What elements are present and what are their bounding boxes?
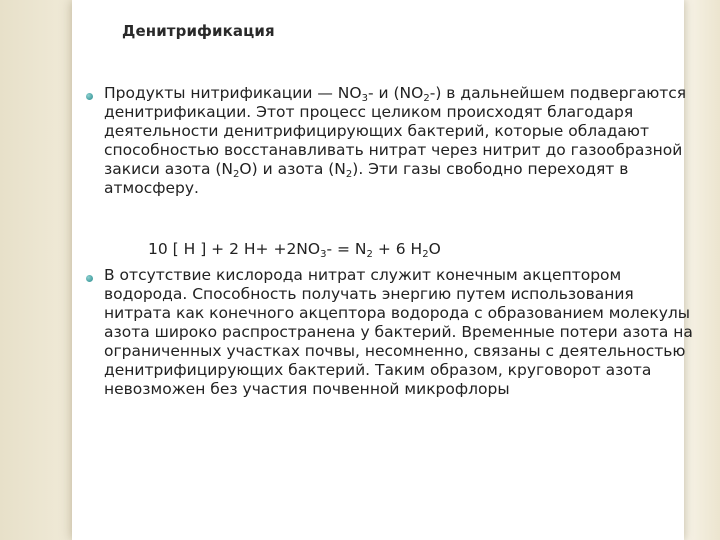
slide-title: Денитрификация bbox=[122, 22, 275, 40]
bullet-icon bbox=[86, 93, 93, 100]
formula-sub-3: 2 bbox=[422, 249, 429, 260]
para1-sub-4: 2 bbox=[345, 169, 353, 180]
formula-text-1: 10 [ H ] + 2 H+ +2NO bbox=[148, 240, 321, 258]
para1-sub-1: 3 bbox=[361, 93, 368, 104]
para1-text-3: -) в дальнейшем подвергаются денитрификации. Этот процесс целиком происходят благодаря деятельности денитрифицирующих бактерий, которые обладают способностью восстанавливать нитрат через нитрит до газообразной закиси азота (N bbox=[104, 84, 687, 178]
para1-sub-2: 2 bbox=[423, 93, 430, 104]
reaction-formula bbox=[148, 240, 441, 258]
paragraph-1 bbox=[104, 84, 704, 198]
formula-sub-2: 2 bbox=[366, 249, 373, 260]
para1-text-2: - и (NO bbox=[367, 84, 424, 102]
formula-text-4: O bbox=[428, 240, 441, 258]
para1-text-5: ). Эти газы свободно переходят в атмосферу. bbox=[104, 160, 629, 197]
para1-sub-3: 2 bbox=[233, 169, 240, 180]
bullet-icon bbox=[86, 275, 93, 282]
formula-sub-1: 3 bbox=[320, 249, 327, 260]
paragraph-2: В отсутствие кислорода нитрат служит конечным акцептором водорода. Способность получать энергию путем использования нитрата как конечного акцептора водорода с образованием молекулы азота широко распространена у бактерий. Временные потери азота на ограниченных участках почвы, несомненно, связаны с деятельностью денитрифицирующих бактерий. Таким образом, круговорот азота невозможен без участия почвенной микрофлоры bbox=[104, 266, 693, 398]
formula-text-2: - = N bbox=[326, 240, 367, 258]
formula-text-3: + 6 H bbox=[372, 240, 423, 258]
para1-text-1: Продукты нитрификации — NO bbox=[104, 84, 362, 102]
para1-text-4: O) и азота (N bbox=[239, 160, 346, 178]
